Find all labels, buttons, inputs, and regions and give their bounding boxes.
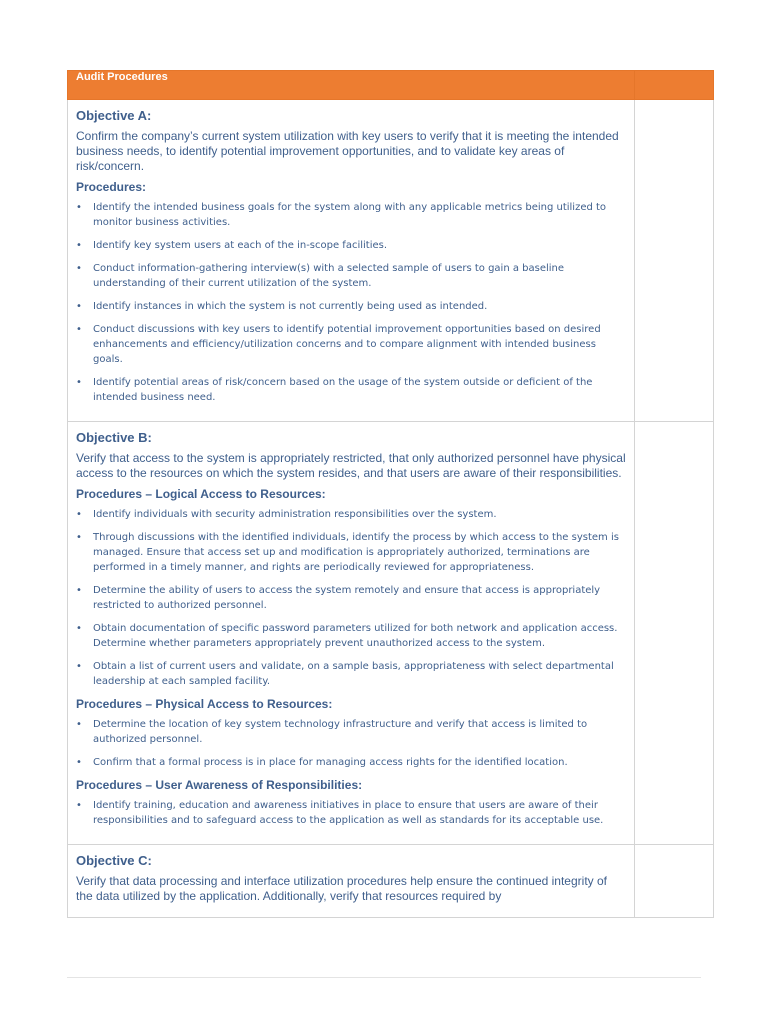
list-item: • Obtain documentation of specific password parameters utilized for both network and application access. Determine whether parameters appropriately prevent unauthorized access to the system. <box>76 621 626 651</box>
objective-a-description: Confirm the company’s current system utilization with key users to verify that it is meeting the intended business needs, to identify potential improvement opportunities, and to validate key areas of risk/concern. <box>76 129 619 173</box>
list-item: • Identify individuals with security administration responsibilities over the system. <box>76 507 626 522</box>
objective-b-description: Verify that access to the system is appropriately restricted, that only authorized personnel have physical access to the resources on which the system resides, and that users are aware of their responsibilities. <box>76 451 626 480</box>
objective-c-row <box>68 845 714 918</box>
list-item: • Identify instances in which the system is not currently being used as intended. <box>76 299 626 314</box>
table-header-row <box>68 71 714 100</box>
objective-a-side-cell <box>634 100 713 422</box>
objective-c-description: Verify that data processing and interface utilization procedures help ensure the continued integrity of the data utilized by the application. Additionally, verify that resources required by <box>76 874 607 903</box>
header-title: Audit Procedures <box>68 71 635 100</box>
list-item: • Determine the location of key system technology infrastructure and verify that access is limited to authorized personnel. <box>76 717 626 747</box>
list-item: • Identify training, education and awareness initiatives in place to ensure that users are aware of their responsibilities and to safeguard access to the application as well as standards for its acceptable use. <box>76 798 626 828</box>
list-item: • Obtain a list of current users and validate, on a sample basis, appropriateness with select departmental leadership at each sampled facility. <box>76 659 626 689</box>
list-item: • Conduct discussions with key users to identify potential improvement opportunities based on desired enhancements and efficiency/utilization concerns and to compare alignment with intended business goals. <box>76 322 626 367</box>
user-awareness-list <box>76 798 626 828</box>
objective-a-title: Objective A: <box>76 108 152 123</box>
physical-access-title: Procedures – Physical Access to Resources: <box>76 697 333 711</box>
list-item: • Through discussions with the identified individuals, identify the process by which access to the system is managed. Ensure that access set up and modification is appropriately authorized, terminations are performed in a timely manner, and rights are periodically reviewed for appropriateness. <box>76 530 626 575</box>
physical-access-list <box>76 717 626 770</box>
objective-b-title: Objective B: <box>76 430 152 445</box>
logical-access-list <box>76 507 626 689</box>
objective-c-title: Objective C: <box>76 853 152 868</box>
footer-divider <box>67 977 701 978</box>
objective-a-row <box>68 100 714 422</box>
objective-a-procedures-list <box>76 200 626 405</box>
list-item: • Determine the ability of users to access the system remotely and ensure that access is appropriately restricted to authorized personnel. <box>76 583 626 613</box>
logical-access-title: Procedures – Logical Access to Resources: <box>76 487 326 501</box>
list-item: • Conduct information-gathering interview(s) with a selected sample of users to gain a baseline understanding of their current utilization of the system. <box>76 261 626 291</box>
audit-procedures-table <box>67 70 714 918</box>
list-item: • Identify potential areas of risk/concern based on the usage of the system outside or deficient of the intended business need. <box>76 375 626 405</box>
user-awareness-title: Procedures – User Awareness of Responsibilities: <box>76 778 363 792</box>
objective-a-procedures-title: Procedures: <box>76 180 147 194</box>
list-item: • Confirm that a formal process is in place for managing access rights for the identified location. <box>76 755 626 770</box>
objective-b-side-cell <box>634 422 713 845</box>
list-item: • Identify the intended business goals for the system along with any applicable metrics being utilized to monitor business activities. <box>76 200 626 230</box>
objective-b-row <box>68 422 714 845</box>
header-side-cell <box>634 71 713 100</box>
list-item: • Identify key system users at each of the in-scope facilities. <box>76 238 626 253</box>
objective-c-side-cell <box>634 845 713 918</box>
